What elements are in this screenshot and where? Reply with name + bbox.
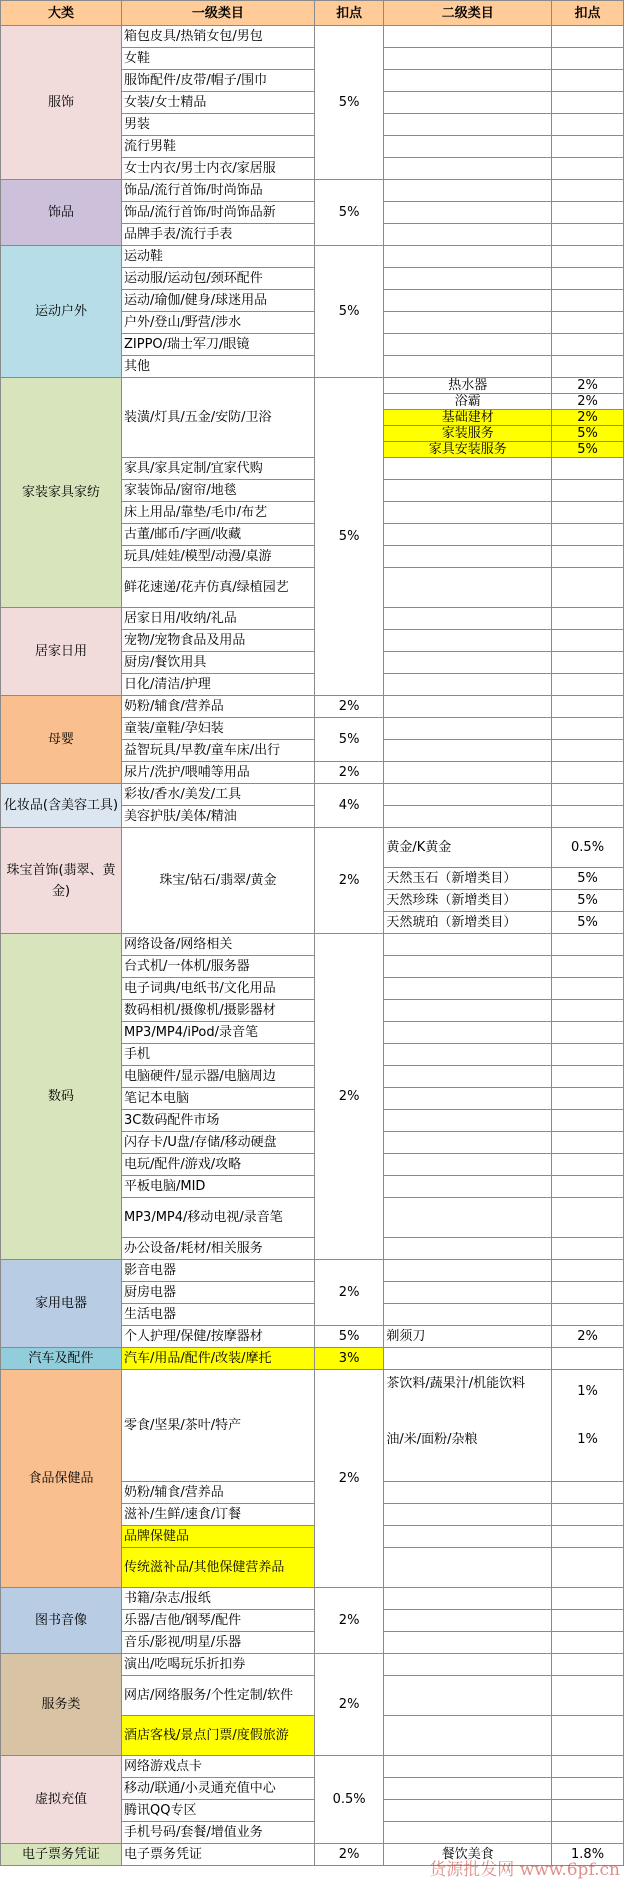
rate2-empty bbox=[552, 114, 624, 136]
header-rate: 扣点 bbox=[314, 1, 383, 26]
level1-cell: 厨房/餐饮用具 bbox=[122, 652, 315, 674]
category-cell: 服务类 bbox=[1, 1654, 122, 1756]
level2-empty bbox=[384, 1154, 552, 1176]
rate2-empty bbox=[552, 1260, 624, 1282]
rate-cell: 2% bbox=[314, 828, 383, 934]
level2-empty bbox=[384, 1716, 552, 1756]
rate-cell: 2% bbox=[314, 1844, 383, 1866]
rate2-empty bbox=[552, 1154, 624, 1176]
category-cell: 数码 bbox=[1, 934, 122, 1260]
level2-empty bbox=[384, 718, 552, 740]
site-watermark: 货源批发网 www.6pf.cn bbox=[429, 1860, 620, 1880]
level2-empty bbox=[384, 740, 552, 762]
rate2-cell: 5% bbox=[552, 868, 624, 890]
level1-cell: 书籍/杂志/报纸 bbox=[122, 1588, 315, 1610]
level1-cell: 男装 bbox=[122, 114, 315, 136]
category-cell: 家装家具家纺 bbox=[1, 378, 122, 608]
rate2-item: 1% bbox=[577, 1384, 598, 1399]
level2-empty bbox=[384, 1348, 552, 1370]
level1-cell: 珠宝/钻石/翡翠/黄金 bbox=[122, 828, 315, 934]
level2-cell: 家具安装服务 bbox=[384, 442, 552, 458]
table-row bbox=[1, 696, 624, 718]
level2-empty bbox=[384, 956, 552, 978]
level2-empty bbox=[384, 652, 552, 674]
rate2-cell: 0.5% bbox=[552, 828, 624, 868]
rate2-empty bbox=[552, 70, 624, 92]
category-cell: 化妆品(含美容工具) bbox=[1, 784, 122, 828]
rate2-empty bbox=[552, 718, 624, 740]
rate2-empty bbox=[552, 290, 624, 312]
level2-empty bbox=[384, 1238, 552, 1260]
category-cell: 珠宝首饰(翡翠、黄金) bbox=[1, 828, 122, 934]
level1-cell: 乐器/吉他/钢琴/配件 bbox=[122, 1610, 315, 1632]
level1-cell: 装潢/灯具/五金/安防/卫浴 bbox=[122, 378, 315, 458]
rate2-empty bbox=[552, 1716, 624, 1756]
level2-empty bbox=[384, 202, 552, 224]
category-cell: 服饰 bbox=[1, 26, 122, 180]
level1-cell: 办公设备/耗材/相关服务 bbox=[122, 1238, 315, 1260]
rate2-empty bbox=[552, 1176, 624, 1198]
rate2-empty bbox=[552, 224, 624, 246]
level1-cell: 品牌手表/流行手表 bbox=[122, 224, 315, 246]
category-cell: 家用电器 bbox=[1, 1260, 122, 1348]
level2-empty bbox=[384, 1176, 552, 1198]
level2-empty bbox=[384, 934, 552, 956]
level1-cell: 演出/吃喝玩乐折扣券 bbox=[122, 1654, 315, 1676]
rate-cell: 5% bbox=[314, 378, 383, 696]
rate2-empty bbox=[552, 1000, 624, 1022]
level1-cell: 奶粉/辅食/营养品 bbox=[122, 1482, 315, 1504]
level1-cell: 古董/邮币/字画/收藏 bbox=[122, 524, 315, 546]
level2-empty bbox=[384, 70, 552, 92]
level2-empty bbox=[384, 524, 552, 546]
rate2-empty bbox=[552, 1022, 624, 1044]
level1-cell: 鲜花速递/花卉仿真/绿植园艺 bbox=[122, 568, 315, 608]
rate2-empty bbox=[552, 1588, 624, 1610]
rate2-empty bbox=[552, 1756, 624, 1778]
rate2-empty bbox=[552, 48, 624, 70]
rate2-empty bbox=[552, 784, 624, 806]
level2-empty bbox=[384, 92, 552, 114]
level2-empty bbox=[384, 1066, 552, 1088]
rate2-empty bbox=[552, 1654, 624, 1676]
level1-cell: 运动/瑜伽/健身/球迷用品 bbox=[122, 290, 315, 312]
rate2-empty bbox=[552, 502, 624, 524]
level2-empty bbox=[384, 1198, 552, 1238]
level1-cell: 电脑硬件/显示器/电脑周边 bbox=[122, 1066, 315, 1088]
level2-empty bbox=[384, 136, 552, 158]
level1-cell: 移动/联通/小灵通充值中心 bbox=[122, 1778, 315, 1800]
category-cell: 居家日用 bbox=[1, 608, 122, 696]
category-cell: 食品保健品 bbox=[1, 1370, 122, 1588]
rate2-empty bbox=[552, 136, 624, 158]
level1-cell: 酒店客栈/景点门票/度假旅游 bbox=[122, 1716, 315, 1756]
rate2-empty bbox=[552, 158, 624, 180]
table-row bbox=[1, 1260, 624, 1282]
level2-empty bbox=[384, 1000, 552, 1022]
level2-empty bbox=[384, 356, 552, 378]
rate-cell: 3% bbox=[314, 1348, 383, 1370]
rate2-empty bbox=[552, 1238, 624, 1260]
level1-cell: 音乐/影视/明星/乐器 bbox=[122, 1632, 315, 1654]
level1-cell: 饰品/流行首饰/时尚饰品 bbox=[122, 180, 315, 202]
rate2-empty bbox=[552, 978, 624, 1000]
level2-empty bbox=[384, 1778, 552, 1800]
rate2-empty bbox=[552, 956, 624, 978]
rate2-empty bbox=[552, 1044, 624, 1066]
level2-cell: 热水器 bbox=[384, 378, 552, 394]
level1-cell: 生活电器 bbox=[122, 1304, 315, 1326]
category-cell: 图书音像 bbox=[1, 1588, 122, 1654]
rate-cell: 5% bbox=[314, 180, 383, 246]
level2-cell: 天然玉石（新增类目） bbox=[384, 868, 552, 890]
level1-cell: 家具/家具定制/宜家代购 bbox=[122, 458, 315, 480]
rate2-cell: 5% bbox=[552, 442, 624, 458]
rate2-cell: 1.8% bbox=[552, 1844, 624, 1866]
category-cell: 运动户外 bbox=[1, 246, 122, 378]
level1-cell: 户外/登山/野营/涉水 bbox=[122, 312, 315, 334]
level1-cell: 闪存卡/U盘/存储/移动硬盘 bbox=[122, 1132, 315, 1154]
rate2-empty bbox=[552, 546, 624, 568]
rate2-empty bbox=[552, 1282, 624, 1304]
rate2-cell: 5% bbox=[552, 426, 624, 442]
rate2-empty bbox=[552, 458, 624, 480]
level2-empty bbox=[384, 246, 552, 268]
rate2-empty bbox=[552, 1132, 624, 1154]
category-cell: 电子票务凭证 bbox=[1, 1844, 122, 1866]
level2-empty bbox=[384, 1800, 552, 1822]
rate2-empty bbox=[552, 1504, 624, 1526]
level1-cell: 宠物/宠物食品及用品 bbox=[122, 630, 315, 652]
rate2-empty bbox=[552, 762, 624, 784]
level2-empty bbox=[384, 268, 552, 290]
level1-cell: 网络设备/网络相关 bbox=[122, 934, 315, 956]
rate2-empty bbox=[552, 696, 624, 718]
level2-empty bbox=[384, 1756, 552, 1778]
level1-cell: ZIPPO/瑞士军刀/眼镜 bbox=[122, 334, 315, 356]
rate2-empty bbox=[552, 1800, 624, 1822]
level1-cell: 运动鞋 bbox=[122, 246, 315, 268]
rate2-empty bbox=[552, 1632, 624, 1654]
level1-cell: MP3/MP4/iPod/录音笔 bbox=[122, 1022, 315, 1044]
rate-cell: 2% bbox=[314, 1588, 383, 1654]
rate2-cell: 5% bbox=[552, 912, 624, 934]
level1-cell: 其他 bbox=[122, 356, 315, 378]
rate-cell: 2% bbox=[314, 762, 383, 784]
rate2-cell: 2% bbox=[552, 378, 624, 394]
level1-cell: 电子词典/电纸书/文化用品 bbox=[122, 978, 315, 1000]
level2-cell: 剃须刀 bbox=[384, 1326, 552, 1348]
table-row bbox=[1, 608, 624, 630]
rate2-empty bbox=[552, 334, 624, 356]
table-row bbox=[1, 1348, 624, 1370]
level1-cell: 零食/坚果/茶叶/特产 bbox=[122, 1370, 315, 1482]
level1-cell: 美容护肤/美体/精油 bbox=[122, 806, 315, 828]
table-row bbox=[1, 378, 624, 394]
level1-cell: 服饰配件/皮带/帽子/围巾 bbox=[122, 70, 315, 92]
rate2-empty bbox=[552, 608, 624, 630]
header-level2: 二级类目 bbox=[384, 1, 552, 26]
level1-cell: 流行男鞋 bbox=[122, 136, 315, 158]
level1-cell: 腾讯QQ专区 bbox=[122, 1800, 315, 1822]
table-row bbox=[1, 246, 624, 268]
level1-cell: 手机 bbox=[122, 1044, 315, 1066]
level1-cell: 品牌保健品 bbox=[122, 1526, 315, 1548]
rate2-empty bbox=[552, 652, 624, 674]
level1-cell: 彩妆/香水/美发/工具 bbox=[122, 784, 315, 806]
table-row bbox=[1, 1756, 624, 1778]
category-cell: 虚拟充值 bbox=[1, 1756, 122, 1844]
level2-empty bbox=[384, 546, 552, 568]
level2-empty bbox=[384, 1110, 552, 1132]
level2-empty bbox=[384, 334, 552, 356]
level1-cell: 运动服/运动包/颈环配件 bbox=[122, 268, 315, 290]
level2-empty bbox=[384, 114, 552, 136]
level2-empty bbox=[384, 1282, 552, 1304]
level2-empty bbox=[384, 26, 552, 48]
level1-cell: 滋补/生鲜/速食/订餐 bbox=[122, 1504, 315, 1526]
level1-cell: 影音电器 bbox=[122, 1260, 315, 1282]
level1-cell: 女士内衣/男士内衣/家居服 bbox=[122, 158, 315, 180]
level2-empty bbox=[384, 1044, 552, 1066]
rate2-cell: 2% bbox=[552, 1326, 624, 1348]
rate2-cell: 2% bbox=[552, 410, 624, 426]
rate2-empty bbox=[552, 1088, 624, 1110]
level2-empty bbox=[384, 480, 552, 502]
level2-empty bbox=[384, 458, 552, 480]
level1-cell: 尿片/洗护/喂哺等用品 bbox=[122, 762, 315, 784]
rate2-empty bbox=[552, 1198, 624, 1238]
rate2-empty bbox=[552, 1778, 624, 1800]
level2-cell: 浴霸 bbox=[384, 394, 552, 410]
level2-empty bbox=[384, 978, 552, 1000]
table-row bbox=[1, 180, 624, 202]
level1-cell: 汽车/用品/配件/改装/摩托 bbox=[122, 1348, 315, 1370]
table-row bbox=[1, 1654, 624, 1676]
table-row bbox=[1, 784, 624, 806]
level2-empty bbox=[384, 674, 552, 696]
level2-empty bbox=[384, 1632, 552, 1654]
level2-empty bbox=[384, 1088, 552, 1110]
level1-cell: 手机号码/套餐/增值业务 bbox=[122, 1822, 315, 1844]
level2-empty bbox=[384, 1588, 552, 1610]
header-row bbox=[1, 1, 624, 26]
level2-cell: 天然珍珠（新增类目） bbox=[384, 890, 552, 912]
level1-cell: 厨房电器 bbox=[122, 1282, 315, 1304]
level2-empty bbox=[384, 1022, 552, 1044]
rate-cell: 2% bbox=[314, 1370, 383, 1588]
category-cell: 饰品 bbox=[1, 180, 122, 246]
level1-cell: 女装/女士精品 bbox=[122, 92, 315, 114]
header-category: 大类 bbox=[1, 1, 122, 26]
level1-cell: 数码相机/摄像机/摄影器材 bbox=[122, 1000, 315, 1022]
level1-cell: 童装/童鞋/孕妇装 bbox=[122, 718, 315, 740]
rate2-empty bbox=[552, 1676, 624, 1716]
level2-cell: 餐饮美食 bbox=[384, 1844, 552, 1866]
rate2-empty bbox=[552, 1610, 624, 1632]
table-row bbox=[1, 1588, 624, 1610]
level2-empty bbox=[384, 1610, 552, 1632]
rate-cell: 5% bbox=[314, 26, 383, 180]
rate2-empty bbox=[552, 26, 624, 48]
rate2-empty bbox=[552, 1822, 624, 1844]
level2-empty bbox=[384, 568, 552, 608]
level2-cell: 家装服务 bbox=[384, 426, 552, 442]
rate2-empty bbox=[552, 1526, 624, 1548]
level1-cell: 居家日用/收纳/礼品 bbox=[122, 608, 315, 630]
level2-empty bbox=[384, 1676, 552, 1716]
level2-empty bbox=[384, 1132, 552, 1154]
rate-cell: 0.5% bbox=[314, 1756, 383, 1844]
level2-cell: 基础建材 bbox=[384, 410, 552, 426]
level1-cell: 电玩/配件/游戏/攻略 bbox=[122, 1154, 315, 1176]
level2-empty bbox=[384, 1654, 552, 1676]
rate2-empty bbox=[552, 268, 624, 290]
level1-cell: 奶粉/辅食/营养品 bbox=[122, 696, 315, 718]
rate2-empty bbox=[552, 202, 624, 224]
rate2-empty bbox=[552, 92, 624, 114]
level1-cell: 平板电脑/MID bbox=[122, 1176, 315, 1198]
level2-empty bbox=[384, 696, 552, 718]
level1-cell: 家装饰品/窗帘/地毯 bbox=[122, 480, 315, 502]
rate2-cell: 2% bbox=[552, 394, 624, 410]
level2-empty bbox=[384, 180, 552, 202]
table-row bbox=[1, 828, 624, 868]
rate2-empty bbox=[552, 480, 624, 502]
level2-empty bbox=[384, 158, 552, 180]
rate-cell: 2% bbox=[314, 1260, 383, 1326]
rate2-cell: 5% bbox=[552, 890, 624, 912]
level2-item: 油/米/面粉/杂粮 bbox=[386, 1432, 478, 1447]
level2-cell: 黄金/K黄金 bbox=[384, 828, 552, 868]
level2-item: 茶饮料/蔬果汁/机能饮料 bbox=[386, 1376, 526, 1391]
rate2-empty bbox=[552, 312, 624, 334]
level1-cell: 日化/清洁/护理 bbox=[122, 674, 315, 696]
rate2-empty bbox=[552, 674, 624, 696]
level1-cell: 床上用品/靠垫/毛巾/布艺 bbox=[122, 502, 315, 524]
rate2-empty bbox=[552, 524, 624, 546]
rate-cell: 4% bbox=[314, 784, 383, 828]
rate-cell: 5% bbox=[314, 1326, 383, 1348]
level2-empty bbox=[384, 1482, 552, 1504]
rate2-empty bbox=[552, 1348, 624, 1370]
rate2-cell bbox=[552, 1370, 624, 1482]
level2-cell bbox=[384, 1370, 552, 1482]
rate2-empty bbox=[552, 806, 624, 828]
rate2-empty bbox=[552, 180, 624, 202]
rate2-empty bbox=[552, 1304, 624, 1326]
rate2-empty bbox=[552, 1110, 624, 1132]
header-level1: 一级类目 bbox=[122, 1, 315, 26]
level2-empty bbox=[384, 608, 552, 630]
level2-empty bbox=[384, 48, 552, 70]
level1-cell: 箱包皮具/热销女包/男包 bbox=[122, 26, 315, 48]
level1-cell: 台式机/一体机/服务器 bbox=[122, 956, 315, 978]
level2-empty bbox=[384, 1526, 552, 1548]
level1-cell: 电子票务凭证 bbox=[122, 1844, 315, 1866]
level1-cell: 3C数码配件市场 bbox=[122, 1110, 315, 1132]
level1-cell: 网络游戏点卡 bbox=[122, 1756, 315, 1778]
level1-cell: 饰品/流行首饰/时尚饰品新 bbox=[122, 202, 315, 224]
level2-empty bbox=[384, 762, 552, 784]
rate-cell: 5% bbox=[314, 718, 383, 762]
level2-empty bbox=[384, 224, 552, 246]
level2-empty bbox=[384, 1548, 552, 1588]
rate2-empty bbox=[552, 740, 624, 762]
level1-cell: 传统滋补品/其他保健营养品 bbox=[122, 1548, 315, 1588]
header-rate2: 扣点 bbox=[552, 1, 624, 26]
level2-empty bbox=[384, 1504, 552, 1526]
rate-cell: 2% bbox=[314, 1654, 383, 1756]
rate2-empty bbox=[552, 934, 624, 956]
rate2-empty bbox=[552, 1548, 624, 1588]
rate2-empty bbox=[552, 568, 624, 608]
table-row bbox=[1, 1370, 624, 1482]
level2-empty bbox=[384, 290, 552, 312]
level1-cell: 个人护理/保健/按摩器材 bbox=[122, 1326, 315, 1348]
level1-cell: 笔记本电脑 bbox=[122, 1088, 315, 1110]
level1-cell: 网店/网络服务/个性定制/软件 bbox=[122, 1676, 315, 1716]
rate2-empty bbox=[552, 246, 624, 268]
rate2-empty bbox=[552, 356, 624, 378]
level1-cell: 玩具/娃娃/模型/动漫/桌游 bbox=[122, 546, 315, 568]
level2-empty bbox=[384, 1822, 552, 1844]
rate2-item: 1% bbox=[577, 1432, 598, 1447]
rate-cell: 5% bbox=[314, 246, 383, 378]
category-cell: 汽车及配件 bbox=[1, 1348, 122, 1370]
rate2-empty bbox=[552, 630, 624, 652]
rate2-empty bbox=[552, 1066, 624, 1088]
rate-cell: 2% bbox=[314, 696, 383, 718]
level2-empty bbox=[384, 806, 552, 828]
rate2-empty bbox=[552, 1482, 624, 1504]
level2-empty bbox=[384, 312, 552, 334]
level1-cell: 女鞋 bbox=[122, 48, 315, 70]
level2-empty bbox=[384, 1260, 552, 1282]
table-row bbox=[1, 934, 624, 956]
level2-empty bbox=[384, 630, 552, 652]
level2-cell: 天然琥珀（新增类目） bbox=[384, 912, 552, 934]
level2-empty bbox=[384, 1304, 552, 1326]
level2-empty bbox=[384, 502, 552, 524]
level2-empty bbox=[384, 784, 552, 806]
rate-cell: 2% bbox=[314, 934, 383, 1260]
category-cell: 母婴 bbox=[1, 696, 122, 784]
level1-cell: MP3/MP4/移动电视/录音笔 bbox=[122, 1198, 315, 1238]
table-row bbox=[1, 26, 624, 48]
level1-cell: 益智玩具/早教/童车床/出行 bbox=[122, 740, 315, 762]
